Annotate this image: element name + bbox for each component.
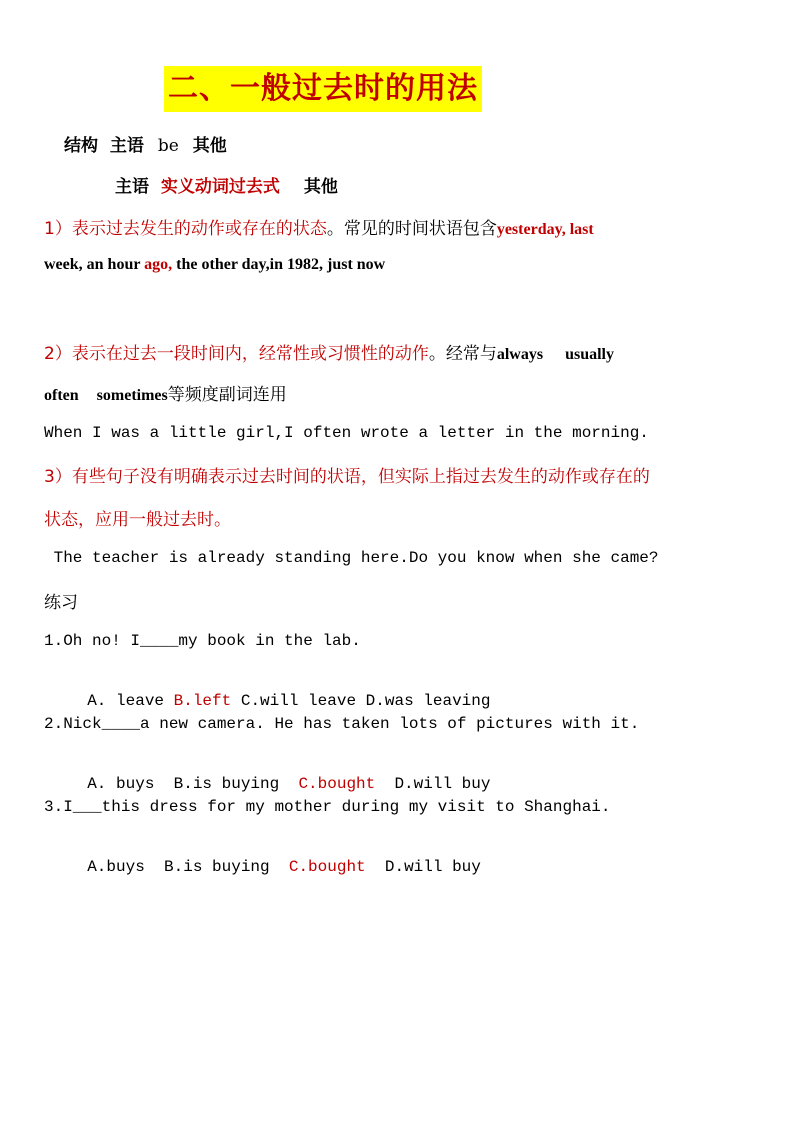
question-2-options	[68, 757, 490, 793]
rule-3-line-1: 3）有些句子没有明确表示过去时间的状语，但实际上指过去发生的动作或存在的	[44, 467, 650, 487]
rest-label: 其他	[192, 136, 227, 156]
rule-2-example: When I was a little girl,I often wrote a letter in the morning.	[44, 424, 649, 442]
rule-2-line-2	[44, 380, 287, 405]
option-ab: A.buys B.is buying	[87, 858, 289, 876]
rule-1-line-1	[44, 214, 594, 239]
subject-label: 主语	[115, 177, 149, 197]
structure-row-1	[64, 131, 227, 156]
rule-1-keyword-ago: ago,	[144, 256, 173, 273]
question-3: 3.I___this dress for my mother during my visit to Shanghai.	[44, 798, 611, 816]
rule-2-keyword-always: always	[496, 346, 544, 363]
option-d: D.will buy	[365, 858, 481, 876]
rule-2-heading: 2）表示在过去一段时间内，经常性或习惯性的动作	[44, 344, 429, 364]
rule-1-text: 。常见的时间状语包含	[326, 219, 497, 239]
be-label: be	[157, 136, 179, 156]
practice-heading: 练习	[44, 593, 78, 613]
question-2: 2.Nick____a new camera. He has taken lots of pictures with it.	[44, 715, 640, 733]
rule-2-tail: 等频度副词连用	[167, 385, 287, 405]
rule-1-keywords-b: the other day,in 1982, just now	[172, 256, 386, 273]
rule-2-keyword-often: often	[44, 387, 79, 404]
structure-row-2	[115, 172, 338, 197]
rule-1-keywords: yesterday, last	[496, 221, 594, 238]
question-1: 1.Oh no! I____my book in the lab.	[44, 632, 361, 650]
rest-label: 其他	[303, 177, 338, 197]
rule-3-line-2: 状态，应用一般过去时。	[44, 510, 231, 530]
rule-1-heading: 1）表示过去发生的动作或存在的状态	[44, 219, 327, 239]
option-b-answer: B.left	[173, 692, 232, 710]
rule-1-line-2	[44, 256, 385, 274]
option-c-answer: C.bought	[288, 858, 366, 876]
verb-label: 实义动词过去式	[160, 177, 280, 197]
question-1-options	[68, 674, 490, 710]
option-a: A. leave	[87, 692, 174, 710]
rule-2-keyword-usually: usually	[565, 346, 614, 363]
page-title: 二、一般过去时的用法	[164, 66, 482, 112]
rule-1-keywords-a: week, an hour	[44, 256, 145, 273]
rule-2-line-1	[44, 339, 614, 364]
subject-label: 主语	[109, 136, 144, 156]
rule-3-example: The teacher is already standing here.Do you know when she came?	[44, 549, 659, 567]
structure-label: 结构	[64, 136, 98, 156]
question-3-options	[68, 840, 481, 876]
option-c-answer: C.bought	[298, 775, 376, 793]
option-ab: A. buys B.is buying	[87, 775, 299, 793]
rule-2-text: 。经常与	[428, 344, 497, 364]
rule-2-keyword-sometimes: sometimes	[96, 387, 168, 404]
option-cd: C.will leave D.was leaving	[231, 692, 491, 710]
option-d: D.will buy	[375, 775, 491, 793]
